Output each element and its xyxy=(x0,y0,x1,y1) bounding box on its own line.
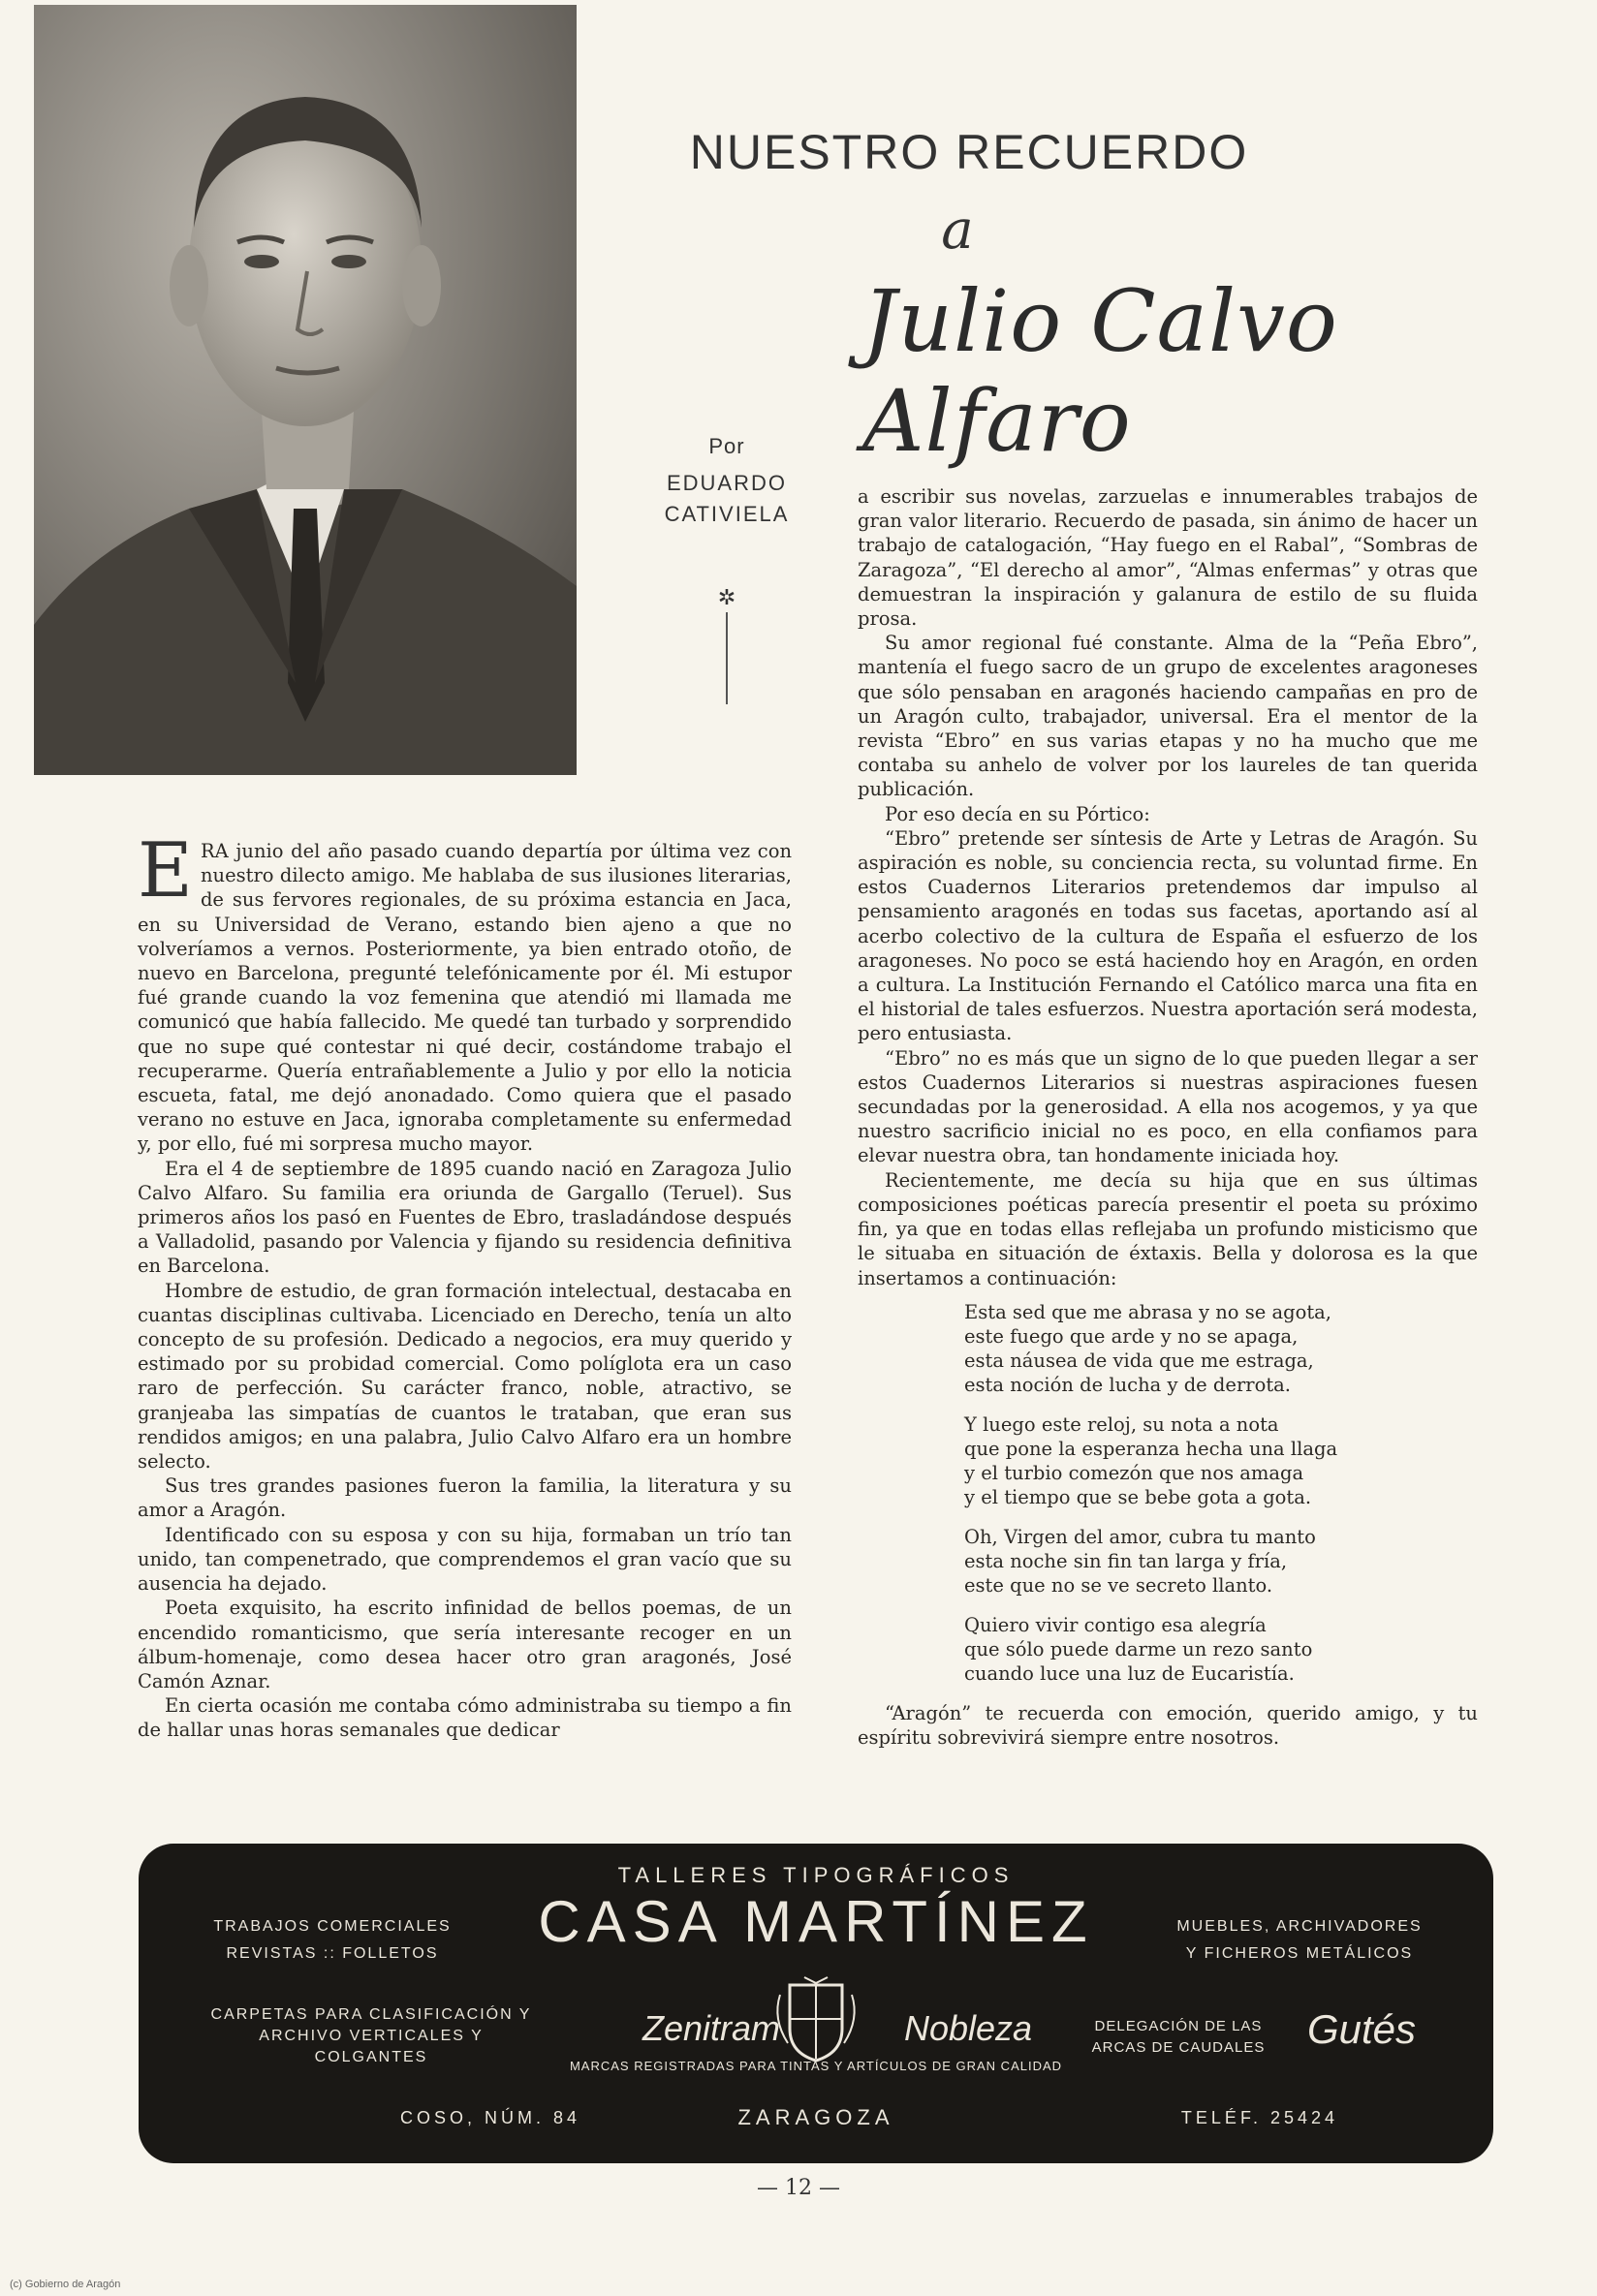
poem-stanza xyxy=(964,1300,1478,1397)
paragraph: Recientemente, me decía su hija que en sus últimas composiciones poéticas parecía presentir el poeta su próximo fin, ya que en todas ellas reflejaba un profundo misticismo que le situaba en situación de éxtaxis. Bella y dolorosa es la que insertamos a continuación: xyxy=(858,1168,1478,1289)
poem-line: y el tiempo que se bebe gota a gota. xyxy=(964,1485,1312,1508)
ornament-divider xyxy=(726,612,728,704)
paragraph: ERA junio del año pasado cuando departía por última vez con nuestro dilecto amigo. Me hablaba de sus ilusiones literarias, de sus fervores regionales, de su próxima estancia en Jaca, en su Universidad de Verano, estando bien ajeno a que no volveríamos a vernos. Posteriormente, ya bien entrado otoño, de nuevo en Barcelona, pregunté telefónicamente por él. Mi estupor fué grande cuando la voz femenina que atendió mi llamada me comunicó que había fallecido. Me quedé tan turbado y sorprendido que no supe qué contestar ni qué decir, costándome trabajo el recuperarme. Quería entrañablemente a Julio y por ello la noticia escueta, fatal, me dejó anonadado. Como quiera que el pasado verano no estuve en Jaca, ignoraba completamente su enfermedad y, por ello, fué mi sorpresa mucho mayor. xyxy=(138,827,792,1156)
poem-line: esta náusea de vida que me estraga, xyxy=(964,1349,1314,1372)
headline-line1: NUESTRO RECUERDO xyxy=(689,125,1249,179)
poem-line: Y luego este reloj, su nota a nota xyxy=(964,1412,1279,1436)
ad-services-left: TRABAJOS COMERCIALES REVISTAS :: FOLLETOS xyxy=(213,1918,452,1962)
paragraph: Sus tres grandes pasiones fueron la familia, la literatura y su amor a Aragón. xyxy=(138,1474,792,1522)
byline xyxy=(640,431,814,530)
poem-line: este que no se ve secreto llanto. xyxy=(964,1573,1273,1597)
poem-line: y el turbio comezón que nos amaga xyxy=(964,1461,1304,1484)
ornament-star-icon: ✲ xyxy=(717,586,736,610)
page-number: — 12 — xyxy=(757,2176,840,2200)
poem-line: Esta sed que me abrasa y no se agota, xyxy=(964,1300,1331,1323)
byline-author-last: CATIVIELA xyxy=(664,502,790,526)
ad-company-name: CASA MARTÍNEZ xyxy=(538,1889,1094,1954)
ad-filing-products: CARPETAS PARA CLASIFICACIÓN Y ARCHIVO VERTICALES Y COLGANTES xyxy=(210,2006,532,2065)
headline-line2: a xyxy=(941,199,974,262)
poem-line: este fuego que arde y no se apaga, xyxy=(964,1324,1299,1348)
paragraph-quote: “Ebro” pretende ser síntesis de Arte y Letras de Aragón. Su aspiración es noble, su conciencia recta, su voluntad firme. En estos Cuadernos Literarios pretendemos dar impulso al pensamiento aragonés en todas sus facetas, aportando así al acerbo colectivo de la cultura de España el esfuerzo de los aragoneses. No poco se está haciendo hoy en Aragón, en orden a cultura. La Institución Fernando el Católico marca una fita en el historial de tales esfuerzos. Nuestra aportación será modesta, pero entusiasta. xyxy=(858,826,1478,1045)
author-portrait xyxy=(34,5,577,775)
poem-line: Quiero vivir contigo esa alegría xyxy=(964,1613,1267,1636)
portrait-illustration xyxy=(34,5,577,775)
paragraph: Poeta exquisito, ha escrito infinidad de bellos poemas, de un encendido romanticismo, que sería interesante recoger en un álbum-homenaje, como desea hacer otro gran aragonés, José Camón Aznar. xyxy=(138,1597,792,1692)
paragraph: Era el 4 de septiembre de 1895 cuando nació en Zaragoza Julio Calvo Alfaro. Su familia era oriunda de Gargallo (Teruel). Sus primeros años los pasó en Fuentes de Ebro, trasladándose después a Valladolid, pasando por Valencia y fijando su residencia definitiva en Barcelona. xyxy=(138,1157,792,1278)
drop-cap: E xyxy=(138,827,193,915)
ad-safes-delegation: DELEGACIÓN DE LAS ARCAS DE CAUDALES xyxy=(1091,2018,1266,2056)
paragraph: En cierta ocasión me contaba cómo administraba su tiempo a fin de hallar unas horas semanales que dedicar xyxy=(138,1694,792,1742)
poem xyxy=(964,1300,1478,1686)
byline-author-first: EDUARDO xyxy=(666,471,787,495)
poem-line: Oh, Virgen del amor, cubra tu manto xyxy=(964,1525,1316,1548)
printer-advertisement xyxy=(139,1844,1493,2163)
ad-address: COSO, NÚM. 84 xyxy=(400,2108,581,2127)
ad-trademarks: MARCAS REGISTRADAS PARA TINTAS Y ARTÍCULOS DE GRAN CALIDAD xyxy=(569,2059,1063,2073)
poem-line: esta noche sin fin tan larga y fría, xyxy=(964,1549,1288,1572)
poem-stanza xyxy=(964,1412,1478,1509)
crest-icon xyxy=(770,1975,861,2063)
ad-brand-gutes: Gutés xyxy=(1306,2006,1416,2052)
headline-subject-name: Julio Calvo Alfaro xyxy=(862,271,1338,471)
ad-brand-zenitram: Zenitram xyxy=(642,2008,781,2048)
paragraph-quote: “Ebro” no es más que un signo de lo que pueden llegar a ser estos Cuadernos Literarios si nuestras aspiraciones fuesen secundadas por la generosidad. A ella nos acogemos, y ya que nuestro sacrificio inicial no es poco, en ella confiamos para elevar nuestra obra, tan hondamente iniciada hoy. xyxy=(858,1046,1478,1167)
poem-stanza xyxy=(964,1613,1478,1686)
copyright-credit: (c) Gobierno de Aragón xyxy=(10,2279,121,2290)
ad-brand-nobleza: Nobleza xyxy=(904,2008,1033,2048)
article-left-column xyxy=(138,827,792,1743)
paragraph: a escribir sus novelas, zarzuelas e innumerables trabajos de gran valor literario. Recuerdo de pasada, sin ánimo de hacer un trabajo de catalogación, “Hay fuego en el Rabal”, “Sombras de Zaragoza”, “El derecho al amor”, “Almas enfermas” y otras que demuestran la inspiración y galanura de estilo de su fluida prosa. xyxy=(858,485,1478,631)
paragraph: Hombre de estudio, de gran formación intelectual, destacaba en cuantas disciplinas cultivaba. Licenciado en Derecho, tenía un alto concepto de su profesión. Dedicado a negocios, era muy querido y estimado por su probidad comercial. Como políglota era un caso raro de perfección. Su carácter franco, noble, atractivo, se granjeaba las simpatías de cuantos le trataban, que eran sus rendidos amigos; en una palabra, Julio Calvo Alfaro era un hombre selecto. xyxy=(138,1279,792,1474)
poem-stanza xyxy=(964,1525,1478,1598)
byline-por: Por xyxy=(708,434,745,458)
poem-line: cuando luce una luz de Eucaristía. xyxy=(964,1661,1295,1685)
paragraph: Identificado con su esposa y con su hija, formaban un trío tan unido, tan compenetrado, que comprendemos el gran vacío que su ausencia ha dejado. xyxy=(138,1523,792,1596)
paragraph: Su amor regional fué constante. Alma de la “Peña Ebro”, mantenía el fuego sacro de un grupo de excelentes aragoneses que sólo pensaban en aragonés haciendo campañas en pro de un Aragón culto, trabajador, universal. Era el mentor de la revista “Ebro” en sus varias etapas y no ha mucho que me contaba su anhelo de volver por los laureles de tan querida publicación. xyxy=(858,632,1478,801)
poem-line: que pone la esperanza hecha una llaga xyxy=(964,1437,1338,1460)
ad-phone: TELÉF. 25424 xyxy=(1180,2108,1338,2127)
ad-services-right: MUEBLES, ARCHIVADORES Y FICHEROS METÁLICOS xyxy=(1176,1918,1423,1962)
article-right-column xyxy=(858,484,1478,1750)
closing-paragraph: “Aragón” te recuerda con emoción, querido amigo, y tu espíritu sobrevivirá siempre entre nosotros. xyxy=(858,1701,1478,1749)
paragraph: Por eso decía en su Pórtico: xyxy=(885,802,1150,825)
ad-city: ZARAGOZA xyxy=(737,2105,894,2129)
poem-line: que sólo puede darme un rezo santo xyxy=(964,1637,1313,1660)
poem-line: esta noción de lucha y de derrota. xyxy=(964,1373,1291,1396)
ad-top-line: TALLERES TIPOGRÁFICOS xyxy=(617,1863,1015,1887)
